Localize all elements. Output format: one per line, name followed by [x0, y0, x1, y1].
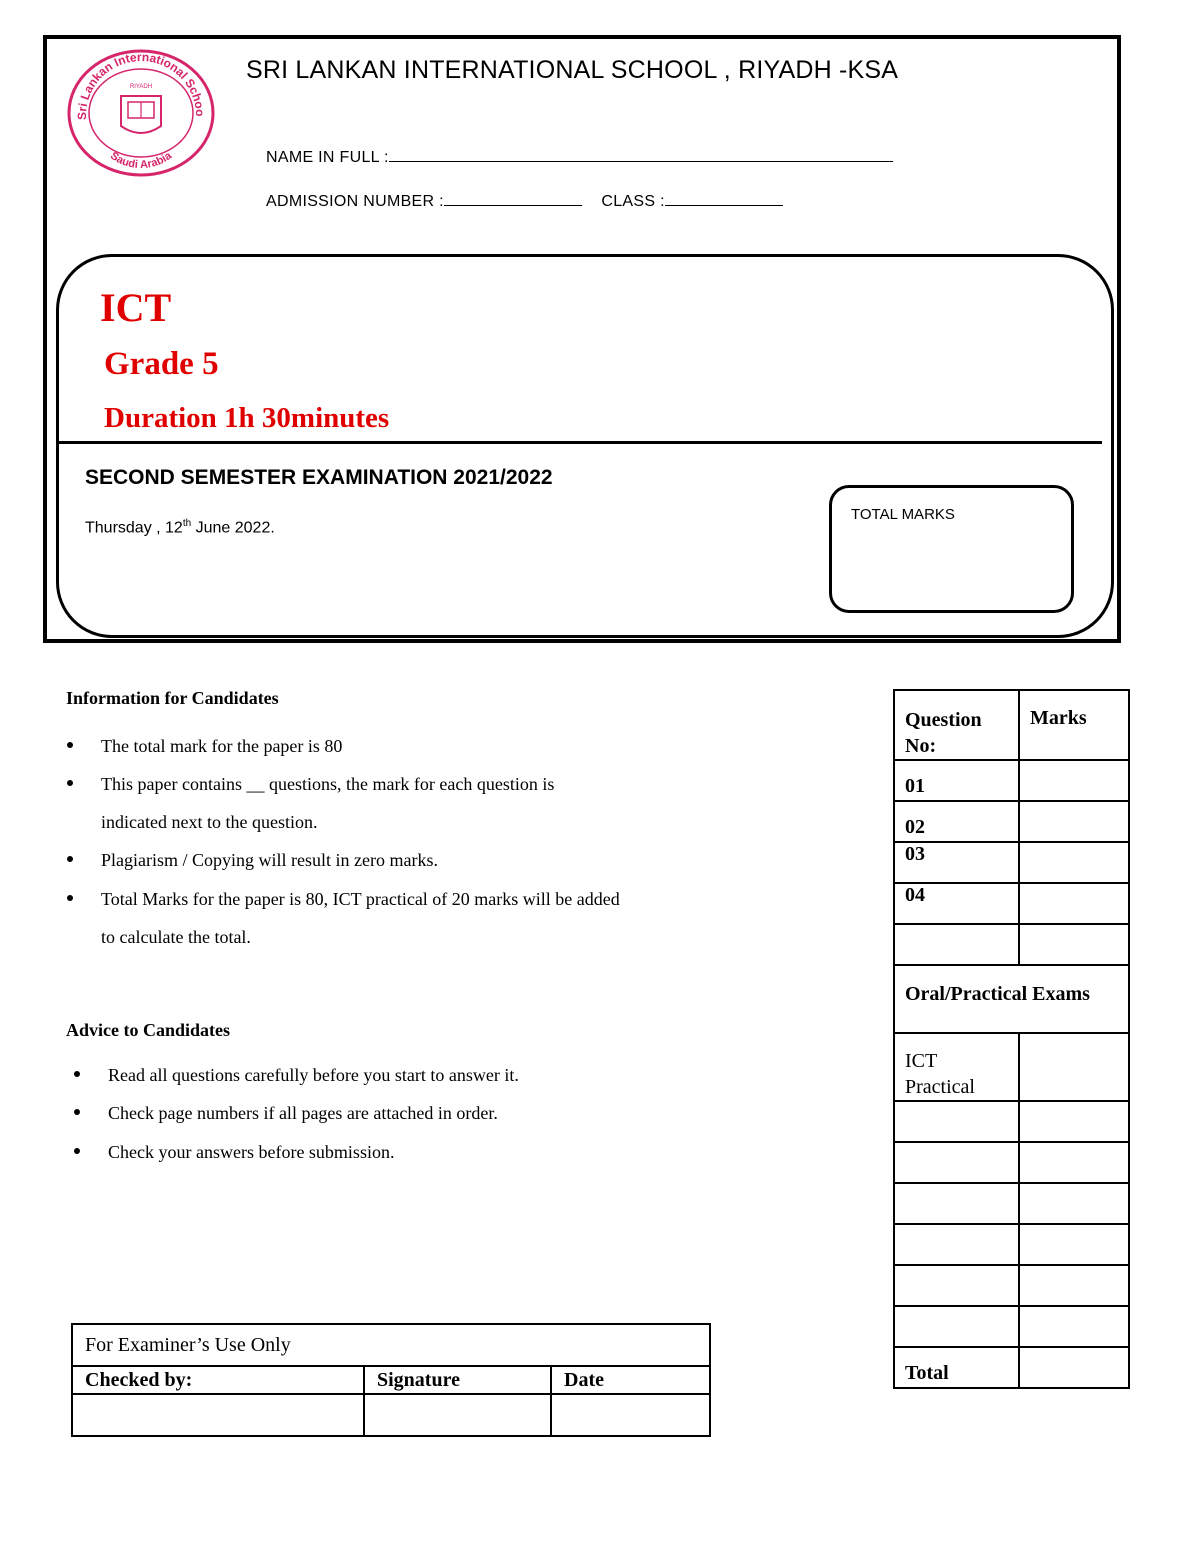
exam-date-sup: th: [182, 518, 192, 529]
info-item-continued: to calculate the total.: [101, 927, 251, 947]
school-logo-svg: [66, 48, 216, 178]
marks-cell[interactable]: [1019, 1183, 1129, 1224]
info-item-continued: indicated next to the question.: [101, 812, 318, 832]
advice-item: Read all questions carefully before you start to answer it.: [108, 1056, 519, 1094]
question-number: [894, 1183, 1019, 1224]
examiner-title-row: [72, 1324, 710, 1366]
marks-row: [894, 1306, 1129, 1347]
question-number: [894, 1306, 1019, 1347]
marks-cell[interactable]: [1019, 1224, 1129, 1265]
advice-item: Check page numbers if all pages are attached in order.: [108, 1094, 498, 1132]
question-number: [894, 1142, 1019, 1183]
question-number: 04: [894, 883, 1019, 924]
examiner-title: For Examiner’s Use Only: [72, 1324, 710, 1366]
practical-row: [894, 1033, 1129, 1101]
question-number: [894, 924, 1019, 965]
marks-row: [894, 1101, 1129, 1142]
marks-row: [894, 1142, 1129, 1183]
info-item: Total Marks for the paper is 80, ICT practical of 20 marks will be added: [101, 880, 620, 918]
bullet-icon: [67, 780, 73, 786]
total-label: Total: [894, 1347, 1019, 1388]
examiner-entry-row: [72, 1394, 710, 1436]
class-input-line[interactable]: [665, 191, 783, 206]
bullet-icon: [74, 1109, 80, 1115]
marks-cell[interactable]: [1019, 1101, 1129, 1142]
info-item: This paper contains __ questions, the mark for each question is: [101, 765, 554, 803]
signature-header: Signature: [364, 1366, 551, 1394]
bullet-icon: [67, 742, 73, 748]
class-label: CLASS :: [601, 193, 665, 210]
name-field-row: [266, 147, 893, 167]
marks-cell[interactable]: [1019, 801, 1129, 842]
exam-date: [85, 518, 275, 537]
date-header: Date: [551, 1366, 710, 1394]
question-number: [894, 1224, 1019, 1265]
name-input-line[interactable]: [389, 147, 893, 162]
checked-by-cell[interactable]: [72, 1394, 364, 1436]
question-number: 02: [894, 801, 1019, 842]
signature-cell[interactable]: [364, 1394, 551, 1436]
bullet-icon: [74, 1148, 80, 1154]
marks-row: [894, 801, 1129, 842]
marks-row: [894, 1224, 1129, 1265]
marks-cell[interactable]: [1019, 760, 1129, 801]
bullet-icon: [67, 856, 73, 862]
exam-date-month: June 2022.: [191, 519, 275, 537]
bullet-icon: [74, 1071, 80, 1077]
bullet-icon: [67, 895, 73, 901]
info-item: Plagiarism / Copying will result in zero marks.: [101, 841, 438, 879]
marks-cell[interactable]: [1019, 1033, 1129, 1101]
marks-header: Marks: [1019, 690, 1129, 760]
question-number: 01: [894, 760, 1019, 801]
advice-item: Check your answers before submission.: [108, 1133, 394, 1171]
logo-inner-text: RIYADH: [129, 84, 153, 90]
duration-title: Duration 1h 30minutes: [104, 402, 390, 434]
marks-row: [894, 924, 1129, 965]
info-heading: Information for Candidates: [66, 688, 279, 708]
examiner-table: [71, 1323, 711, 1437]
school-name: SRI LANKAN INTERNATIONAL SCHOOL , RIYADH -KSA: [246, 56, 899, 84]
subject-divider: [58, 441, 1102, 444]
examiner-header-row: [72, 1366, 710, 1394]
marks-row: [894, 1183, 1129, 1224]
exam-title: SECOND SEMESTER EXAMINATION 2021/2022: [85, 466, 553, 489]
total-row: [894, 1347, 1129, 1388]
advice-heading: Advice to Candidates: [66, 1020, 231, 1040]
marks-row: [894, 883, 1129, 924]
question-number: [894, 1101, 1019, 1142]
exam-date-day: Thursday , 12: [85, 519, 183, 537]
question-number: 03: [894, 842, 1019, 883]
subject-title: ICT: [100, 285, 172, 330]
info-item: The total mark for the paper is 80: [101, 727, 342, 765]
question-no-header: Question No:: [894, 690, 1019, 760]
ict-practical-label: ICT Practical: [894, 1033, 1019, 1101]
marks-row: [894, 842, 1129, 883]
marks-cell[interactable]: [1019, 842, 1129, 883]
admission-input-line[interactable]: [444, 191, 582, 206]
logo-ring-text: Sri Lankan International Schoo: [74, 49, 208, 120]
logo-ring-bottom-text: Saudi Arabia: [108, 149, 174, 172]
school-logo: [66, 48, 216, 178]
admission-field-row: [266, 191, 783, 211]
grade-title: Grade 5: [104, 346, 219, 382]
marks-cell[interactable]: [1019, 883, 1129, 924]
oral-heading-row: [894, 965, 1129, 1033]
marks-row: [894, 1265, 1129, 1306]
oral-practical-heading: Oral/Practical Exams: [894, 965, 1129, 1033]
marks-header-row: [894, 690, 1129, 760]
total-marks-label: TOTAL MARKS: [851, 506, 955, 523]
marks-cell[interactable]: [1019, 924, 1129, 965]
name-label: NAME IN FULL :: [266, 149, 389, 166]
admission-label: ADMISSION NUMBER :: [266, 193, 444, 210]
date-cell[interactable]: [551, 1394, 710, 1436]
marks-cell[interactable]: [1019, 1265, 1129, 1306]
marks-row: [894, 760, 1129, 801]
svg-text:Saudi Arabia: [108, 149, 175, 171]
checked-by-header: Checked by:: [72, 1366, 364, 1394]
total-marks-cell[interactable]: [1019, 1347, 1129, 1388]
marks-table: [893, 689, 1130, 1389]
total-marks-box: [829, 485, 1074, 613]
question-number: [894, 1265, 1019, 1306]
marks-cell[interactable]: [1019, 1142, 1129, 1183]
marks-cell[interactable]: [1019, 1306, 1129, 1347]
